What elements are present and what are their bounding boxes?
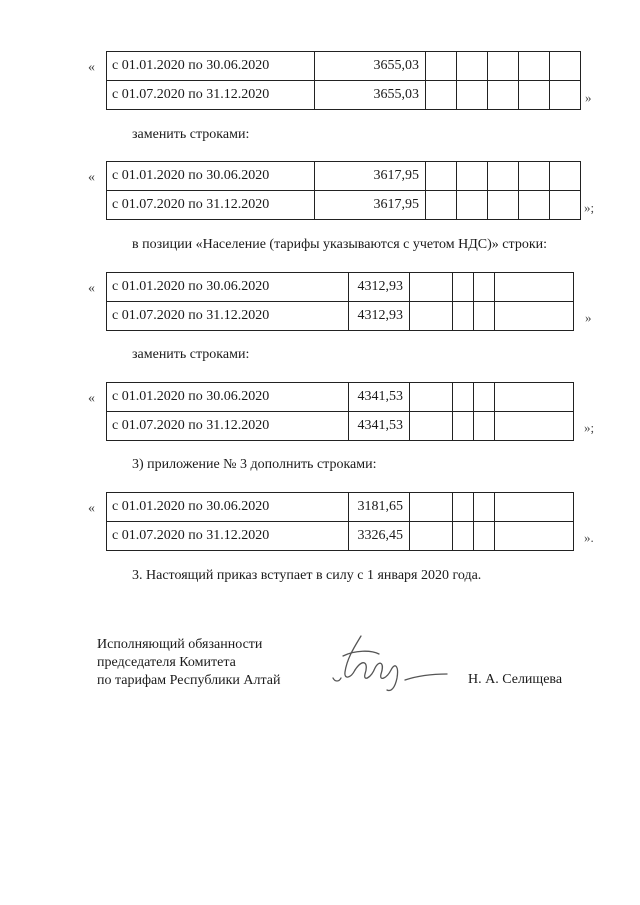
tariff-table [106, 272, 574, 331]
empty-cell [495, 522, 574, 551]
empty-cell [495, 412, 574, 441]
period-cell: с 01.07.2020 по 31.12.2020 [107, 302, 349, 331]
appendix-text: 3) приложение № 3 дополнить строками: [132, 457, 377, 472]
open-quote: « [88, 281, 95, 296]
empty-cell [495, 273, 574, 302]
empty-cell [426, 191, 457, 220]
empty-cell [453, 493, 474, 522]
table-row [107, 302, 574, 331]
value-cell: 3181,65 [349, 493, 410, 522]
value-cell: 4341,53 [349, 383, 410, 412]
empty-cell [519, 81, 550, 110]
empty-cell [453, 522, 474, 551]
empty-cell [410, 412, 453, 441]
value-cell: 3655,03 [315, 81, 426, 110]
replace-text-1: заменить строками: [132, 127, 250, 142]
empty-cell [426, 162, 457, 191]
open-quote: « [88, 391, 95, 406]
close-quote: ». [584, 530, 594, 545]
close-quote: »; [584, 420, 595, 435]
population-text: в позиции «Население (тарифы указываются с учетом НДС)» строки: [132, 237, 547, 252]
empty-cell [550, 52, 581, 81]
empty-cell [410, 493, 453, 522]
empty-cell [474, 302, 495, 331]
period-cell: с 01.01.2020 по 30.06.2020 [107, 493, 349, 522]
open-quote: « [88, 60, 95, 75]
empty-cell [519, 162, 550, 191]
value-cell: 3617,95 [315, 162, 426, 191]
close-quote: » [585, 90, 592, 105]
empty-cell [474, 493, 495, 522]
replace-text-2: заменить строками: [132, 347, 250, 362]
signatory-line-1: Исполняющий обязанности [97, 637, 263, 652]
close-quote: »; [584, 200, 595, 215]
table-row [107, 191, 581, 220]
period-cell: с 01.01.2020 по 30.06.2020 [107, 273, 349, 302]
empty-cell [488, 191, 519, 220]
signatory-line-3: по тарифам Республики Алтай [97, 673, 281, 688]
signatory-title [97, 636, 280, 690]
empty-cell [519, 52, 550, 81]
empty-cell [410, 383, 453, 412]
empty-cell [519, 191, 550, 220]
value-cell: 3655,03 [315, 52, 426, 81]
empty-cell [457, 162, 488, 191]
empty-cell [410, 273, 453, 302]
close-quote: » [585, 310, 592, 325]
table-row [107, 383, 574, 412]
tariff-table [106, 382, 574, 441]
empty-cell [453, 412, 474, 441]
empty-cell [474, 383, 495, 412]
value-cell: 4312,93 [349, 302, 410, 331]
empty-cell [488, 162, 519, 191]
period-cell: с 01.01.2020 по 30.06.2020 [107, 52, 315, 81]
value-cell: 3617,95 [315, 191, 426, 220]
empty-cell [474, 412, 495, 441]
period-cell: с 01.01.2020 по 30.06.2020 [107, 162, 315, 191]
empty-cell [426, 52, 457, 81]
signatory-line-2: председателя Комитета [97, 655, 236, 670]
empty-cell [495, 493, 574, 522]
empty-cell [410, 302, 453, 331]
period-cell: с 01.07.2020 по 31.12.2020 [107, 191, 315, 220]
value-cell: 3326,45 [349, 522, 410, 551]
empty-cell [453, 273, 474, 302]
tariff-table [106, 492, 574, 551]
table-row [107, 412, 574, 441]
empty-cell [457, 81, 488, 110]
period-cell: с 01.01.2020 по 30.06.2020 [107, 383, 349, 412]
value-cell: 4312,93 [349, 273, 410, 302]
empty-cell [453, 302, 474, 331]
empty-cell [495, 302, 574, 331]
value-cell: 4341,53 [349, 412, 410, 441]
empty-cell [453, 383, 474, 412]
table-row [107, 162, 581, 191]
empty-cell [410, 522, 453, 551]
period-cell: с 01.07.2020 по 31.12.2020 [107, 81, 315, 110]
empty-cell [457, 52, 488, 81]
empty-cell [426, 81, 457, 110]
period-cell: с 01.07.2020 по 31.12.2020 [107, 412, 349, 441]
empty-cell [550, 81, 581, 110]
period-cell: с 01.07.2020 по 31.12.2020 [107, 522, 349, 551]
table-row [107, 273, 574, 302]
table-row [107, 493, 574, 522]
empty-cell [474, 273, 495, 302]
empty-cell [457, 191, 488, 220]
empty-cell [550, 191, 581, 220]
effective-text: 3. Настоящий приказ вступает в силу с 1 января 2020 года. [132, 568, 482, 583]
table-row [107, 522, 574, 551]
handwritten-signature [325, 628, 455, 698]
table-row [107, 81, 581, 110]
signatory-name: Н. А. Селищева [468, 672, 563, 687]
open-quote: « [88, 501, 95, 516]
empty-cell [550, 162, 581, 191]
tariff-table [106, 51, 581, 110]
table-row [107, 52, 581, 81]
tariff-table [106, 161, 581, 220]
empty-cell [488, 81, 519, 110]
empty-cell [474, 522, 495, 551]
empty-cell [495, 383, 574, 412]
open-quote: « [88, 170, 95, 185]
empty-cell [488, 52, 519, 81]
